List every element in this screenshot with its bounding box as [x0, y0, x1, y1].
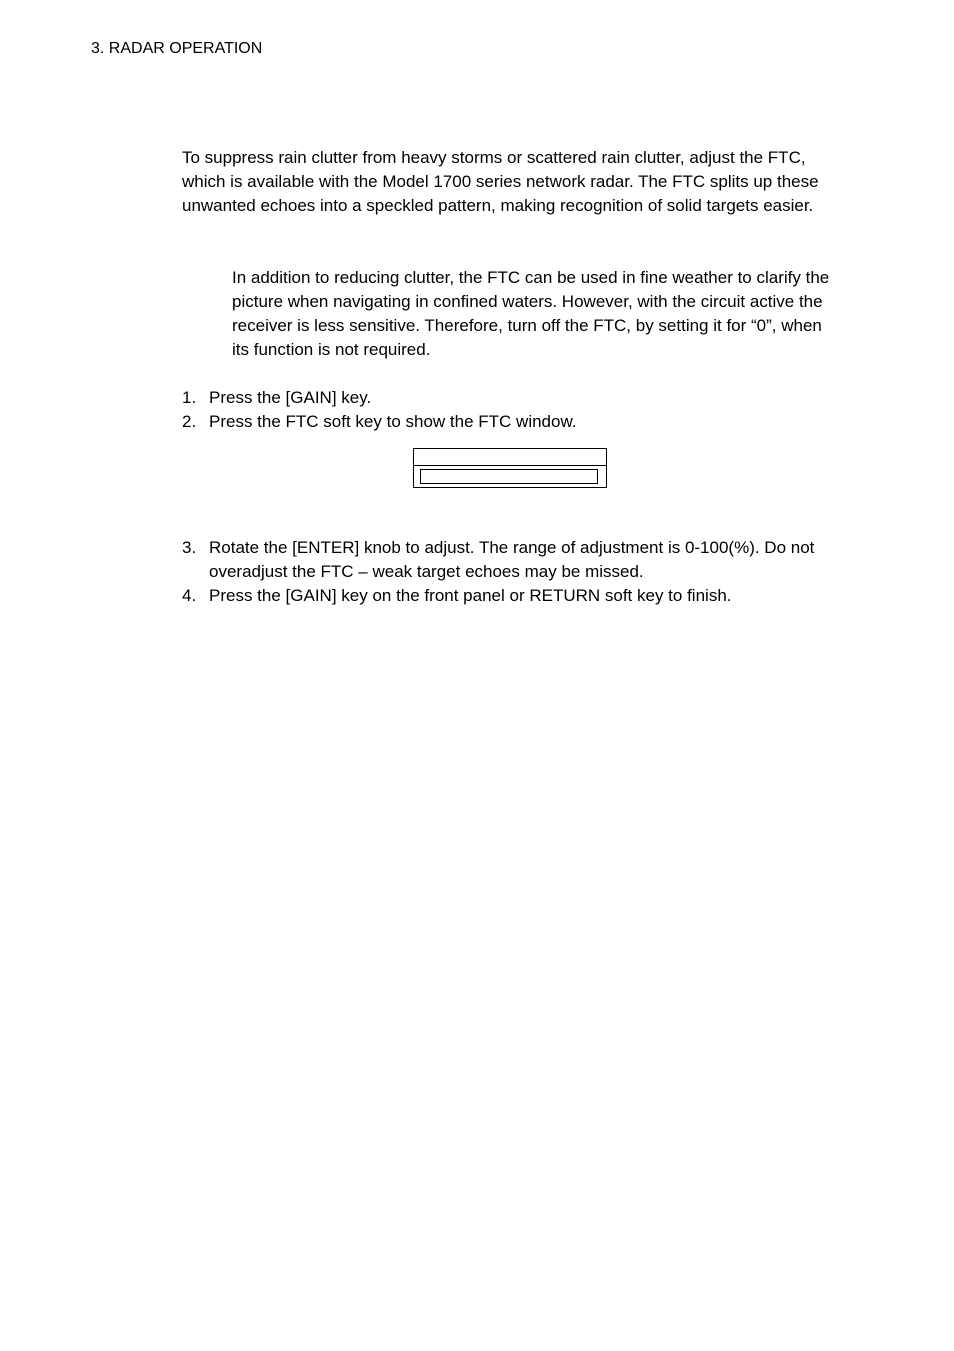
step-number: 4.: [182, 586, 197, 605]
ftc-window-illustration: [413, 448, 607, 488]
step-item: [182, 536, 852, 584]
ftc-level-bar: [420, 469, 598, 484]
step-item: [182, 584, 852, 608]
step-number: 3.: [182, 538, 197, 557]
step-number: 1.: [182, 388, 197, 407]
procedure-steps-1: [182, 386, 852, 434]
step-text: Rotate the [ENTER] knob to adjust. The range of adjustment is 0-100(%). Do not overadjust the FTC – weak target echoes may be missed.: [209, 538, 815, 581]
step-item: [182, 386, 852, 410]
intro-paragraph: To suppress rain clutter from heavy storms or scattered rain clutter, adjust the FTC, which is available with the Model 1700 series network radar. The FTC splits up these unwanted echoes into a speckled pattern, making recognition of solid targets easier.: [182, 148, 819, 215]
note-paragraph: In addition to reducing clutter, the FTC can be used in fine weather to clarify the picture when navigating in confined waters. However, with the circuit active the receiver is less sensitive. Therefore, turn off the FTC, by setting it for “0”, when its function is not required.: [232, 268, 830, 359]
step-text: Press the [GAIN] key on the front panel or RETURN soft key to finish.: [209, 586, 732, 605]
procedure-steps-2: [182, 536, 852, 608]
step-text: Press the FTC soft key to show the FTC window.: [209, 412, 577, 431]
section-header: 3. RADAR OPERATION: [91, 40, 263, 57]
step-number: 2.: [182, 412, 197, 431]
step-item: [182, 410, 852, 434]
ftc-window-titlebar: [414, 449, 606, 466]
step-text: Press the [GAIN] key.: [209, 388, 372, 407]
